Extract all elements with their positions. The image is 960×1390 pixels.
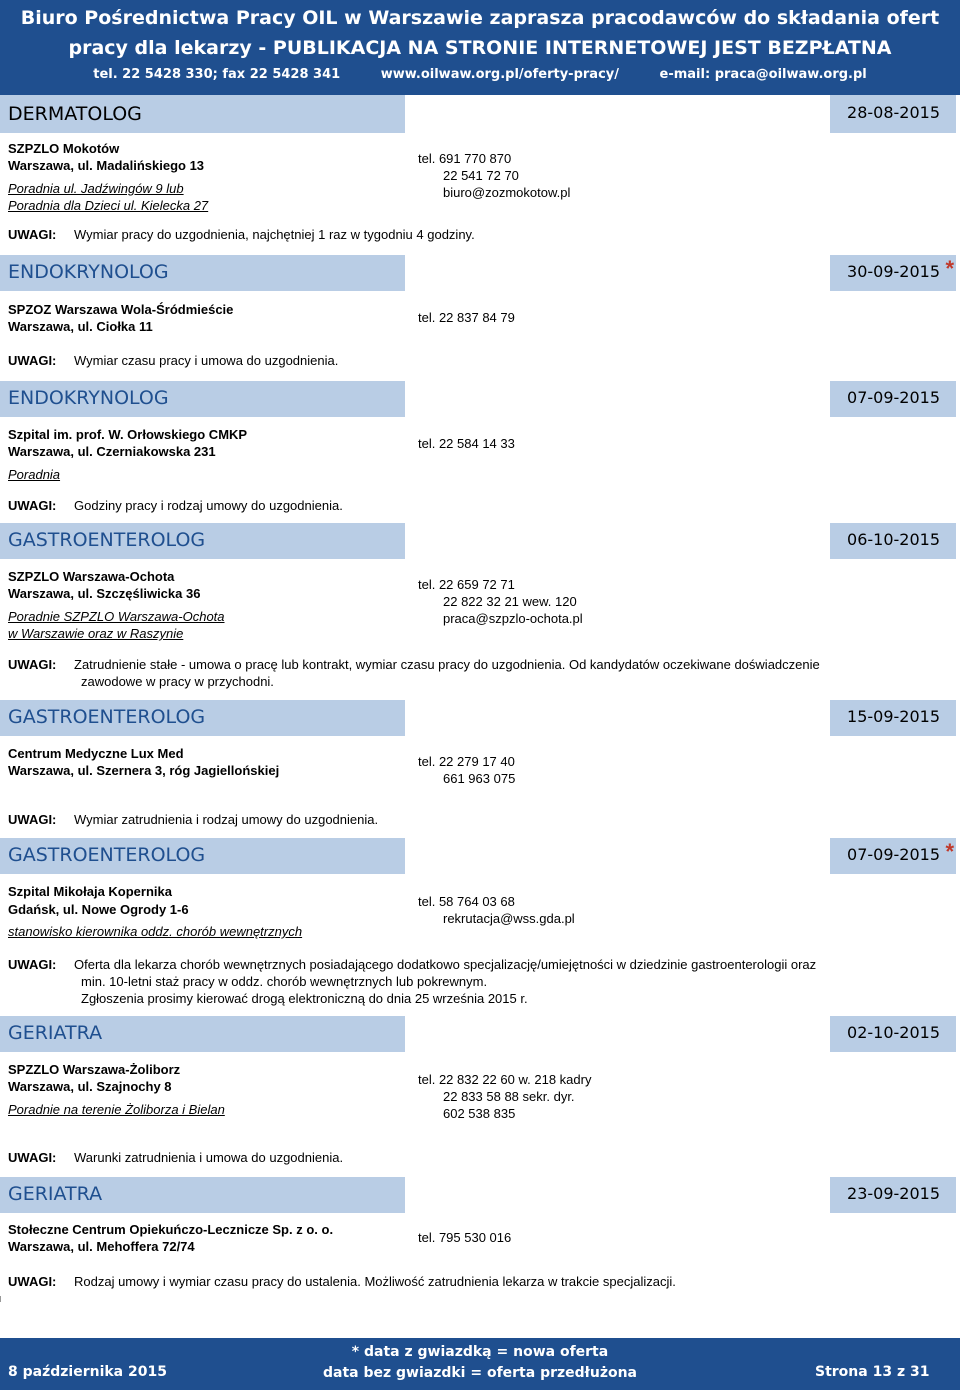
uwagi-label: UWAGI:: [8, 657, 57, 672]
offer-note-line: Zatrudnienie stałe - umowa o pracę lub kontrakt, wymiar czasu pracy do uzgodnienia. Od kandydatów oczekiwane doświadczenie: [74, 657, 820, 672]
offer-specialty: GERIATRA: [8, 1022, 103, 1044]
footer-legend-extended: data bez gwiazdki = oferta przedłużona: [322, 1365, 638, 1381]
offer-location-link[interactable]: Poradnia dla Dzieci ul. Kielecka 27: [8, 198, 209, 213]
uwagi-label: UWAGI:: [8, 957, 57, 972]
offer-date-box: [830, 95, 956, 133]
offer-date-box: [830, 700, 956, 736]
offer-location-link[interactable]: Poradnia ul. Jadźwingów 9 lub: [8, 181, 184, 196]
offer-contact: [418, 150, 570, 201]
offer-note-line: Rodzaj umowy i wymiar czasu pracy do ustalenia. Możliwość zatrudnienia lekarza w trakcie specjalizacji.: [74, 1274, 676, 1289]
offer-date-box: [830, 1177, 956, 1213]
offer-contact: [418, 435, 515, 452]
offer-address: Gdańsk, ul. Nowe Ogrody 1-6: [8, 902, 189, 917]
header-banner: [0, 0, 960, 95]
offer-specialty: ENDOKRYNOLOG: [8, 387, 169, 409]
offer-address: Warszawa, ul. Ciołka 11: [8, 319, 153, 334]
offer-phone: 22 822 32 21 wew. 120: [443, 594, 577, 609]
offer-phone: tel. 22 279 17 40: [418, 754, 515, 769]
offer-date-box: [830, 1016, 956, 1052]
new-offer-star-icon: *: [945, 839, 954, 864]
offer-location-link[interactable]: Poradnia: [8, 467, 61, 482]
offer-phone: tel. 22 659 72 71: [418, 577, 515, 592]
header-website-link[interactable]: www.oilwaw.org.pl/oferty-pracy/: [380, 67, 619, 82]
offer-date: 30-09-2015: [847, 262, 940, 281]
offer-address: Warszawa, ul. Szczęśliwicka 36: [8, 586, 201, 601]
offer-date: 07-09-2015: [847, 388, 940, 407]
offer-employer: SZPZLO Mokotów: [8, 141, 120, 156]
offer-specialty: GERIATRA: [8, 1183, 103, 1205]
offer-employer: Centrum Medyczne Lux Med: [8, 746, 184, 761]
offer-note-line: Wymiar czasu pracy i umowa do uzgodnienia.: [74, 353, 339, 368]
offer-phone: tel. 795 530 016: [418, 1230, 512, 1245]
offer-note-line: Wymiar zatrudnienia i rodzaj umowy do uzgodnienia.: [74, 812, 379, 827]
page-margin-mark: [0, 1296, 1, 1302]
offer-date-box: [830, 381, 956, 417]
offer-note-line: min. 10-letni staż pracy w oddz. chorób wewnętrznych lub pokrewnym.: [81, 974, 488, 989]
offer-date: 23-09-2015: [847, 1184, 940, 1203]
offer-phone: tel. 691 770 870: [418, 151, 512, 166]
offer-address: Warszawa, ul. Czerniakowska 231: [8, 444, 216, 459]
offer-location-link[interactable]: stanowisko kierownika oddz. chorób wewnętrznych: [8, 924, 303, 939]
offer-date: 28-08-2015: [847, 103, 940, 122]
offer-email-link[interactable]: praca@szpzlo-ochota.pl: [443, 611, 583, 626]
offer-note-line: Zgłoszenia prosimy kierować drogą elektroniczną do dnia 25 września 2015 r.: [81, 991, 528, 1006]
offer-employer: Szpital Mikołaja Kopernika: [8, 884, 172, 899]
offer-specialty: GASTROENTEROLOG: [8, 844, 206, 866]
offer-contact: [418, 753, 515, 787]
offer-contact: [418, 893, 575, 927]
offer-phone: 602 538 835: [443, 1106, 516, 1121]
offer-date-box: [830, 255, 956, 291]
footer-page-number: Strona 13 z 31: [815, 1364, 930, 1380]
header-line-2: pracy dla lekarzy - PUBLIKACJA NA STRONIE INTERNETOWEJ JEST BEZPŁATNA: [68, 37, 892, 59]
offer-specialty: GASTROENTEROLOG: [8, 529, 206, 551]
offer-date: 15-09-2015: [847, 707, 940, 726]
footer-legend-new: * data z gwiazdką = nowa oferta: [351, 1344, 609, 1360]
offer-note-line: Warunki zatrudnienia i umowa do uzgodnienia.: [74, 1150, 344, 1165]
uwagi-label: UWAGI:: [8, 353, 57, 368]
offer-employer: Szpital im. prof. W. Orłowskiego CMKP: [8, 427, 248, 442]
uwagi-label: UWAGI:: [8, 1150, 57, 1165]
offer-note-line: Godziny pracy i rodzaj umowy do uzgodnienia.: [74, 498, 343, 513]
offer-date-box: [830, 838, 956, 874]
offer-contact: [418, 576, 583, 627]
offer-specialty: DERMATOLOG: [8, 103, 142, 125]
offer-phone: 22 541 72 70: [443, 168, 519, 183]
offer-address: Warszawa, ul. Szernera 3, róg Jagiellońskiej: [8, 763, 280, 778]
footer-bar: [0, 1338, 960, 1390]
header-phone: tel. 22 5428 330; fax 22 5428 341: [93, 67, 341, 82]
offer-employer: SPZZLO Warszawa-Żoliborz: [8, 1062, 181, 1077]
offer-employer: SPZOZ Warszawa Wola-Śródmieście: [8, 302, 234, 317]
uwagi-label: UWAGI:: [8, 812, 57, 827]
offer-phone: tel. 22 832 22 60 w. 218 kadry: [418, 1072, 592, 1087]
new-offer-star-icon: *: [945, 256, 954, 281]
offer-date: 06-10-2015: [847, 530, 940, 549]
offer-location-link[interactable]: Poradnie SZPZLO Warszawa-Ochota: [8, 609, 225, 624]
offer-phone: 661 963 075: [443, 771, 516, 786]
offer-address: Warszawa, ul. Mehoffera 72/74: [8, 1239, 195, 1254]
offer-phone: 22 833 58 88 sekr. dyr.: [443, 1089, 575, 1104]
uwagi-label: UWAGI:: [8, 498, 57, 513]
offer-note-line: zawodowe w pracy w przychodni.: [81, 674, 274, 689]
offer-date-box: [830, 523, 956, 559]
offer-employer: Stołeczne Centrum Opiekuńczo-Lecznicze Sp. z o. o.: [8, 1222, 334, 1237]
offer-date: 02-10-2015: [847, 1023, 940, 1042]
offer-email-link[interactable]: rekrutacja@wss.gda.pl: [443, 911, 575, 926]
offer-address: Warszawa, ul. Madalińskiego 13: [8, 158, 205, 173]
offer-date: 07-09-2015: [847, 845, 940, 864]
offer-contact: [418, 1229, 511, 1246]
offer-location-link[interactable]: w Warszawie oraz w Raszynie: [8, 626, 184, 641]
offer-contact: [418, 1071, 591, 1122]
offer-specialty: ENDOKRYNOLOG: [8, 261, 169, 283]
header-email-link[interactable]: e-mail: praca@oilwaw.org.pl: [659, 67, 867, 82]
offer-note-line: Wymiar pracy do uzgodnienia, najchętniej 1 raz w tygodniu 4 godziny.: [74, 227, 475, 242]
uwagi-label: UWAGI:: [8, 227, 57, 242]
offer-email-link[interactable]: biuro@zozmokotow.pl: [443, 185, 571, 200]
offer-phone: tel. 58 764 03 68: [418, 894, 515, 909]
offer-address: Warszawa, ul. Szajnochy 8: [8, 1079, 172, 1094]
uwagi-label: UWAGI:: [8, 1274, 57, 1289]
offer-note-line: Oferta dla lekarza chorób wewnętrznych posiadającego dodatkowo specjalizację/umiejętności w dziedzinie gastroenterologii oraz: [74, 957, 817, 972]
header-line-1: Biuro Pośrednictwa Pracy OIL w Warszawie zaprasza pracodawców do składania ofert: [20, 7, 940, 29]
offer-phone: tel. 22 584 14 33: [418, 436, 515, 451]
offer-specialty: GASTROENTEROLOG: [8, 706, 206, 728]
offer-contact: [418, 309, 515, 326]
offer-location-link[interactable]: Poradnie na terenie Żoliborza i Bielan: [8, 1102, 225, 1117]
header-contacts: [0, 67, 960, 82]
offer-employer: SZPZLO Warszawa-Ochota: [8, 569, 175, 584]
footer-date: 8 października 2015: [8, 1364, 167, 1380]
offer-phone: tel. 22 837 84 79: [418, 310, 515, 325]
